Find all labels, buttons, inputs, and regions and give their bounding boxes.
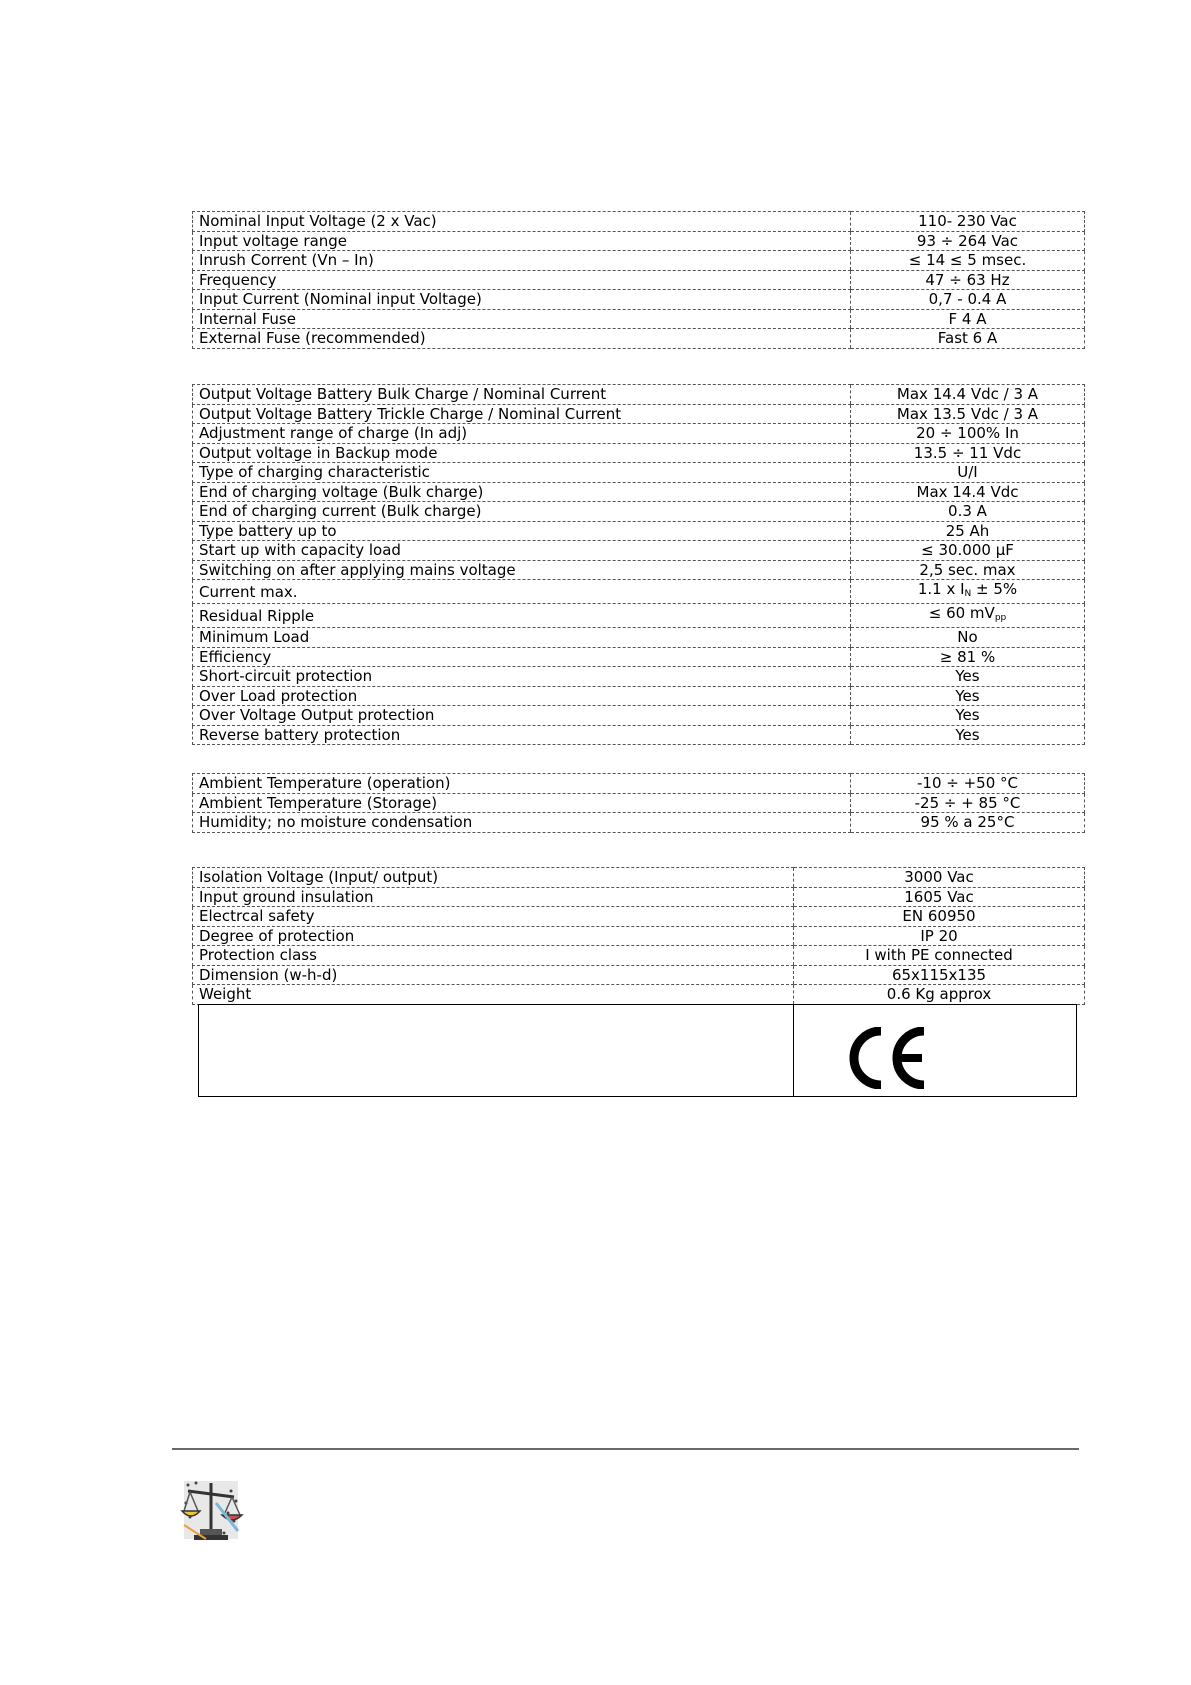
spec-row [193,686,1085,706]
spec-label: Minimum Load [193,628,851,648]
spec-row [193,946,1085,966]
spec-row [193,521,1085,541]
spec-row [193,443,1085,463]
spec-row [193,580,1085,604]
spec-row [193,706,1085,726]
spec-value-main: 1.1 x I [917,580,965,598]
spec-value: IP 20 [794,926,1085,946]
spec-value: No [851,628,1085,648]
spec-row [193,482,1085,502]
spec-value: Yes [851,686,1085,706]
spec-row [193,290,1085,310]
spec-value: ≤ 30.000 µF [851,541,1085,561]
spec-label: Output Voltage Battery Trickle Charge / Nominal Current [193,404,851,424]
spec-label: End of charging voltage (Bulk charge) [193,482,851,502]
spec-row [193,329,1085,349]
spec-row [193,541,1085,561]
scales-of-justice-icon [176,1473,246,1545]
spec-value: 3000 Vac [794,868,1085,888]
spec-label: Switching on after applying mains voltage [193,560,851,580]
spec-label: End of charging current (Bulk charge) [193,502,851,522]
spec-label: Humidity; no moisture condensation [193,813,851,833]
spec-row [193,251,1085,271]
spec-value [851,604,1085,628]
spec-value: Max 14.4 Vdc / 3 A [851,385,1085,405]
spec-value: EN 60950 [794,907,1085,927]
spec-row [193,560,1085,580]
spec-value: 47 ÷ 63 Hz [851,270,1085,290]
spec-label: Type of charging characteristic [193,463,851,483]
spec-value: Yes [851,706,1085,726]
spec-row [193,774,1085,794]
spec-row [193,502,1085,522]
spec-value: 0.3 A [851,502,1085,522]
spec-label: Over Voltage Output protection [193,706,851,726]
spec-row [193,887,1085,907]
environment-specs-table [192,773,1085,833]
spec-label: Ambient Temperature (Storage) [193,793,851,813]
spec-value: I with PE connected [794,946,1085,966]
spec-value: ≤ 14 ≤ 5 msec. [851,251,1085,271]
output-specs-table [192,384,1085,745]
spec-value: 1605 Vac [794,887,1085,907]
spec-value: U/I [851,463,1085,483]
spec-value: 2,5 sec. max [851,560,1085,580]
spec-label: Dimension (w-h-d) [193,965,794,985]
spec-label: Isolation Voltage (Input/ output) [193,868,794,888]
spec-value-main: ≤ 60 mV [928,604,995,622]
safety-specs-table [192,867,1085,1005]
spec-value: 13.5 ÷ 11 Vdc [851,443,1085,463]
spec-value [851,580,1085,604]
spec-label: Current max. [193,580,851,604]
input-specs-table [192,211,1085,349]
spec-value: Max 14.4 Vdc [851,482,1085,502]
spec-label: Reverse battery protection [193,725,851,745]
spec-value: 110- 230 Vac [851,212,1085,232]
spec-label: Internal Fuse [193,309,851,329]
spec-value-subscript: N [964,589,972,599]
spec-label: Output voltage in Backup mode [193,443,851,463]
spec-value: 95 % a 25°C [851,813,1085,833]
spec-label: Type battery up to [193,521,851,541]
spec-row [193,813,1085,833]
spec-label: Short-circuit protection [193,667,851,687]
spec-value-subscript: pp [994,613,1007,623]
spec-label: Input voltage range [193,231,851,251]
spec-row [193,424,1085,444]
spec-row [193,667,1085,687]
spec-value: 20 ÷ 100% In [851,424,1085,444]
spec-label: Over Load protection [193,686,851,706]
spec-row [193,231,1085,251]
spec-row [193,793,1085,813]
spec-label: External Fuse (recommended) [193,329,851,349]
spec-row [193,404,1085,424]
spec-value-tail: ± 5% [971,580,1018,598]
spec-label: Adjustment range of charge (In adj) [193,424,851,444]
spec-label: Output Voltage Battery Bulk Charge / Nominal Current [193,385,851,405]
spec-label: Residual Ripple [193,604,851,628]
spec-value: Max 13.5 Vdc / 3 A [851,404,1085,424]
spec-row [193,385,1085,405]
spec-value: 65x115x135 [794,965,1085,985]
spec-label: Frequency [193,270,851,290]
footer-rule [172,1448,1079,1450]
spec-label: Input ground insulation [193,887,794,907]
spec-value: Yes [851,667,1085,687]
spec-value: 25 Ah [851,521,1085,541]
spec-label: Efficiency [193,647,851,667]
spec-label: Ambient Temperature (operation) [193,774,851,794]
spec-row [193,868,1085,888]
spec-row [193,725,1085,745]
spec-row [193,628,1085,648]
spec-value: 0.6 Kg approx [794,985,1085,1005]
spec-value: Fast 6 A [851,329,1085,349]
spec-value: ≥ 81 % [851,647,1085,667]
spec-value: 93 ÷ 264 Vac [851,231,1085,251]
spec-value: F 4 A [851,309,1085,329]
spec-label: Input Current (Nominal input Voltage) [193,290,851,310]
spec-row [193,463,1085,483]
spec-label: Nominal Input Voltage (2 x Vac) [193,212,851,232]
spec-row [193,907,1085,927]
spec-row [193,965,1085,985]
spec-value: Yes [851,725,1085,745]
spec-label: Start up with capacity load [193,541,851,561]
spec-label: Weight [193,985,794,1005]
spec-row [193,647,1085,667]
spec-row [193,604,1085,628]
spec-value: 0,7 - 0.4 A [851,290,1085,310]
spec-row [193,270,1085,290]
spec-row [193,309,1085,329]
spec-label: Electrcal safety [193,907,794,927]
spec-row [193,985,1085,1005]
certification-divider [793,1005,794,1096]
spec-row [193,926,1085,946]
spec-row [193,212,1085,232]
spec-label: Inrush Corrent (Vn – In) [193,251,851,271]
certification-box [198,1004,1077,1097]
ce-mark-icon [847,1027,929,1089]
spec-value: -25 ÷ + 85 °C [851,793,1085,813]
spec-label: Protection class [193,946,794,966]
spec-label: Degree of protection [193,926,794,946]
spec-value: -10 ÷ +50 °C [851,774,1085,794]
